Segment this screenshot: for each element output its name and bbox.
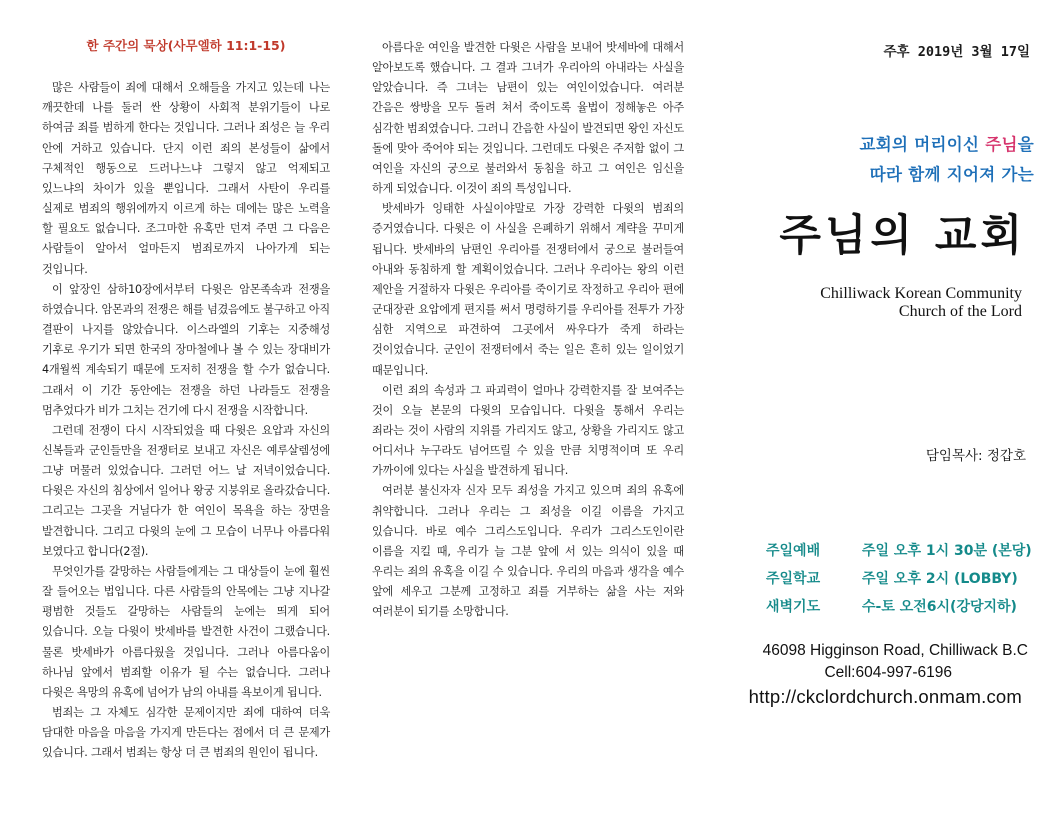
motto-line-1 — [860, 130, 1035, 160]
paragraph: 여러분 불신자자 신자 모두 죄성을 가지고 있으며 죄의 유혹에 취약합니다. 그러나 우리는 그 죄성을 이길 이름을 가지고 있습니다. 바로 예수 그리스도입니다. 우리가 그리스도인이란 이름을 지킬 때, 우리가 늘 그분 앞에 서 있는 의식이 있을 때 우리는 죄의 유혹을 이길 수 있습니다. 우리의 마음과 생각을 예수 앞에 세우고 그분께 고정하고 죄를 거부하는 삶을 사는 저와 여러분이 되기를 소망합니다. — [372, 484, 684, 619]
pastor-name: 담임목사: 정갑호 — [925, 448, 1026, 464]
paragraph: 무엇인가를 갈망하는 사람들에게는 그 대상들이 눈에 훨씬 잘 들어오는 법입니다. 다른 사람들의 안목에는 그냥 지나갈 평범한 것들도 갈망하는 사람들의 눈에는 띄게 되어 있습니다. 오늘 다윗이 밧세바를 발견한 사건이 그랬습니다. 물론 밧세바가 아름다웠을 것입니다. 그러나 아름다움이 하나님 앞에서 범죄할 이유가 될 수는 없습니다. 그러나 다윗은 욕망의 유혹에 넘어가 남의 아내를 욕보이게 됩니다. — [42, 564, 330, 699]
motto-line-2: 따라 함께 지어져 가는 — [869, 165, 1034, 184]
meditation-continued-column — [372, 38, 684, 623]
motto-highlight: 주님 — [985, 135, 1018, 154]
paragraph: 그런데 전쟁이 다시 시작되었을 때 다윗은 요압과 자신의 신복들과 군인들만을 전쟁터로 보내고 자신은 예루살렘성에 그냥 머물러 있었습니다. 그러던 어느 날 저녁이었습니다. 다윗은 자신의 침상에서 일어나 왕궁 지붕위로 올라갔습니다. 그리고는 그곳을 거닐다가 한 여인이 목욕을 하는 장면을 발견합니다. 그리고 다윗의 눈에 그 모습이 너무나 아름다워 보였다고 합니다(2절). — [42, 423, 330, 558]
service-time: 수-토 오전6시(강당지하) — [862, 599, 1017, 615]
motto-text: 을 — [1017, 135, 1034, 154]
phone-number: Cell:604-997-6196 — [824, 664, 952, 681]
paragraph: 이런 죄의 속성과 그 파괴력이 얼마나 강력한지를 잘 보여주는 것이 오늘 본문의 다윗의 모습입니다. 다윗을 통해서 우리는 죄라는 것이 사람의 지위를 가리지도 않고, 상황을 가리지도 않고 어디서나 누구라도 넘어뜨릴 수 있을 만큼 치명적이며 또 우리 가까이에 있다는 사실을 발견하게 됩니다. — [372, 383, 684, 478]
meditation-column — [42, 36, 330, 763]
website-link[interactable]: http://ckclordchurch.onmam.com — [748, 686, 1022, 707]
bulletin-cover — [700, 0, 1056, 816]
meditation-heading: 한 주간의 묵상(사무엘하 11:1-15) — [86, 38, 286, 53]
service-row — [752, 564, 1032, 592]
paragraph: 범죄는 그 자체도 심각한 문제이지만 죄에 대하여 더욱 담대한 마음을 마음을 가지게 만든다는 점에서 더 큰 문제가 있습니다. 그래서 범죄는 항상 더 큰 범죄의 원인이 됩니다. — [42, 706, 330, 760]
service-name: 주일예배 — [766, 543, 821, 559]
paragraph: 많은 사람들이 죄에 대해서 오해들을 가지고 있는데 나는 깨끗한데 나를 둘러 싼 상황이 사회적 분위기들이 나로 하여금 죄를 범하게 한다는 것입니다. 그러나 죄성은 늘 우리 안에 거하고 있습니다. 단지 이런 죄의 본성들이 삶에서 구체적인 행동으로 드러나느냐 그렇지 않고 억제되고 있느냐의 차이가 있을 뿐입니다. 그래서 사탄이 우리를 실제로 범죄의 행위에까지 이르게 하는 데에는 많은 노력을 할 필요도 없습니다. 조그마한 유혹만 던져 주면 그 다음은 사람들이 알아서 얼마든지 범죄로까지 나아가게 되는 것입니다. — [42, 81, 330, 276]
service-name: 새벽기도 — [766, 599, 821, 615]
church-name-english-line-2: Church of the Lord — [898, 303, 1022, 320]
paragraph: 밧세바가 잉태한 사실이야말로 가장 강력한 다윗의 범죄의 증거였습니다. 다윗은 이 사실을 은폐하기 위해서 계략을 꾸미게 됩니다. 밧세바의 남편인 우리아를 전쟁터에서 궁으로 불러들여 아내와 동침하게 할 계획이었습니다. 그러나 우리아는 왕의 이런 제안을 거절하자 다윗은 우리아를 죽이기로 작정하고 우리아 편에 군대장관 요압에게 편지를 써서 명령하기를 우리아를 전투가 가장 심한 지역으로 파견하여 그곳에서 싸우다가 죽게 하라는 것이었습니다. 군인이 전쟁터에서 죽는 일은 흔히 있는 일이었기 때문입니다. — [372, 202, 684, 377]
motto-text: 교회의 머리이신 — [859, 135, 986, 154]
service-name: 주일학교 — [766, 571, 821, 587]
service-time: 주일 오후 1시 30분 (본당) — [862, 543, 1032, 559]
church-address — [763, 640, 1028, 684]
church-name-english-line-1: Chilliwack Korean Community — [820, 285, 1022, 302]
service-row — [752, 536, 1032, 564]
service-schedule — [752, 536, 1032, 620]
street-address: 46098 Higginson Road, Chilliwack B.C — [762, 642, 1028, 659]
service-row — [752, 592, 1032, 620]
paragraph: 이 앞장인 삼하10장에서부터 다윗은 암몬족속과 전쟁을 하였습니다. 암몬과의 전쟁은 해를 넘겼음에도 불구하고 아직 결판이 나지를 않았습니다. 이스라엘의 기후는 지중해성 기후로 우기가 되면 한국의 장마철에나 볼 수 있는 장대비가 4개월씩 계속되기 때문에 도저히 전쟁을 할 수가 없습니다. 그래서 이 기간 동안에는 전쟁을 하던 나라들도 전쟁을 멈추었다가 비가 그치는 건기에 다시 전쟁을 시작합니다. — [42, 282, 330, 417]
church-motto — [860, 130, 1035, 190]
paragraph: 아름다운 여인을 발견한 다윗은 사람을 보내어 밧세바에 대해서 알아보도록 했습니다. 그 결과 그녀가 우리아의 아내라는 사실을 알았습니다. 즉 그녀는 남편이 있는 여인이었습니다. 여러분 간음은 쌍방을 모두 돌려 쳐서 죽이도록 율법이 정해놓은 아주 심각한 범죄였습니다. 그러니 간음한 사실이 발견되면 왕인 자신도 돌에 맞아 죽어야 되는 것입니다. 그런데도 다윗은 주저함 없이 그 여인을 자신의 궁으로 불러와서 동침을 하고 그 여인은 임신을 하게 되었습니다. 이것이 죄의 특성입니다. — [372, 41, 684, 196]
church-name-english — [820, 285, 1022, 321]
bulletin-date: 주후 2019년 3월 17일 — [883, 44, 1030, 60]
service-time: 주일 오후 2시 (LOBBY) — [862, 571, 1018, 587]
church-name-korean: 주님의 교회 — [779, 211, 1026, 261]
